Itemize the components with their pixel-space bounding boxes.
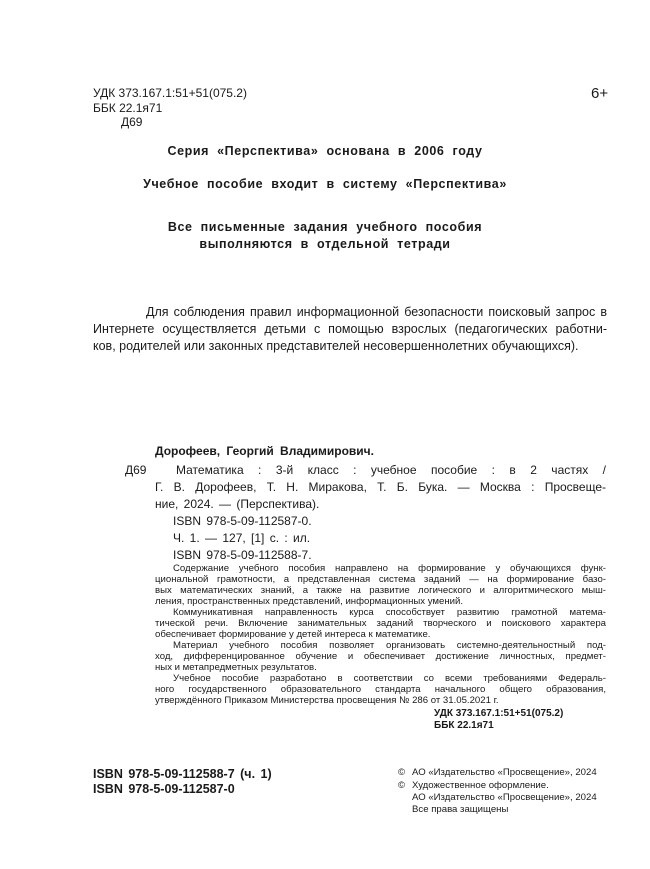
copyright-line: АО «Издательство «Просвещение», 2024 [412, 792, 597, 803]
notice-line: Интернете осуществляется детьми с помощью взрослых (педагогических работни- [93, 322, 607, 336]
workbook-note-2: выполняются в отдельной тетради [199, 237, 451, 251]
catalog-author: Дорофеев, Георгий Владимирович. [155, 444, 374, 458]
catalog-title-line: Г. В. Дорофеев, Т. Н. Миракова, Т. Б. Бука. — Москва : Просвеще- [155, 480, 606, 494]
copyright-icon: © [398, 767, 406, 778]
annotation-line: утверждённого Приказом Министерства просвещения № 286 от 31.05.2021 г. [155, 695, 499, 706]
annotation-line: вых математических знаний, а также на развитие логического и алгоритмического мыш- [155, 585, 606, 596]
rights-reserved: Все права защищены [412, 804, 509, 815]
catalog-title-line: ние, 2024. — (Перспектива). [155, 497, 320, 511]
workbook-note-1: Все письменные задания учебного пособия [167, 220, 483, 234]
annotation-line: ных и метапредметных результатов. [155, 662, 317, 673]
catalog-isbn-general: ISBN 978-5-09-112587-0. [173, 514, 312, 528]
annotation-line: ления, пространственных представлений, информационных умений. [155, 596, 464, 607]
annotation-line: ход, дифференцированное обучение и обеспечивает достижение личностных, предмет- [155, 651, 606, 662]
catalog-bbk: ББК 22.1я71 [434, 720, 494, 731]
age-rating: 6+ [591, 85, 609, 102]
catalog-code: Д69 [125, 463, 147, 477]
catalog-title-line: Математика : 3-й класс : учебное пособие : в 2 частях / [176, 463, 606, 477]
annotation-line: циональной грамотности, а представленная система заданий — на формирование базо- [155, 574, 606, 585]
annotation-line: ного государственного образовательного стандарта начального общего образования, [155, 684, 606, 695]
catalog-isbn-part: ISBN 978-5-09-112588-7. [173, 548, 312, 562]
footer-isbn-part: ISBN 978-5-09-112588-7 (ч. 1) [93, 767, 272, 781]
annotation-line: тической речи. Включение занимательных заданий творческого и поискового характера [155, 618, 606, 629]
notice-line: Для соблюдения правил информационной безопасности поисковый запрос в [146, 305, 607, 319]
copyright-icon: © [398, 780, 406, 791]
catalog-part: Ч. 1. — 127, [1] с. : ил. [173, 531, 311, 545]
series-founded: Серия «Перспектива» основана в 2006 году [167, 144, 483, 158]
annotation-line: Содержание учебного пособия направлено на формирование у обучающихся функ- [173, 563, 606, 574]
annotation-line: Учебное пособие разработано в соответствии со всеми требованиями Федераль- [173, 673, 606, 684]
series-system: Учебное пособие входит в систему «Перспектива» [143, 177, 507, 191]
annotation-line: обеспечивает формирование у детей интереса к математике. [155, 629, 431, 640]
annotation-line: Коммуникативная направленность курса способствует развитию грамотной матема- [173, 607, 606, 618]
notice-line: ков, родителей или законных представителей несовершеннолетних обучающихся). [93, 339, 579, 353]
annotation-line: Материал учебного пособия позволяет организовать системно-деятельностный под- [173, 640, 606, 651]
author-mark: Д69 [121, 115, 143, 129]
udk-code: УДК 373.167.1:51+51(075.2) [93, 86, 247, 100]
copyright-line: Художественное оформление. [412, 780, 549, 791]
catalog-udk: УДК 373.167.1:51+51(075.2) [434, 708, 564, 719]
bbk-code: ББК 22.1я71 [93, 101, 163, 115]
copyright-line: АО «Издательство «Просвещение», 2024 [412, 767, 597, 778]
footer-isbn-general: ISBN 978-5-09-112587-0 [93, 782, 235, 796]
